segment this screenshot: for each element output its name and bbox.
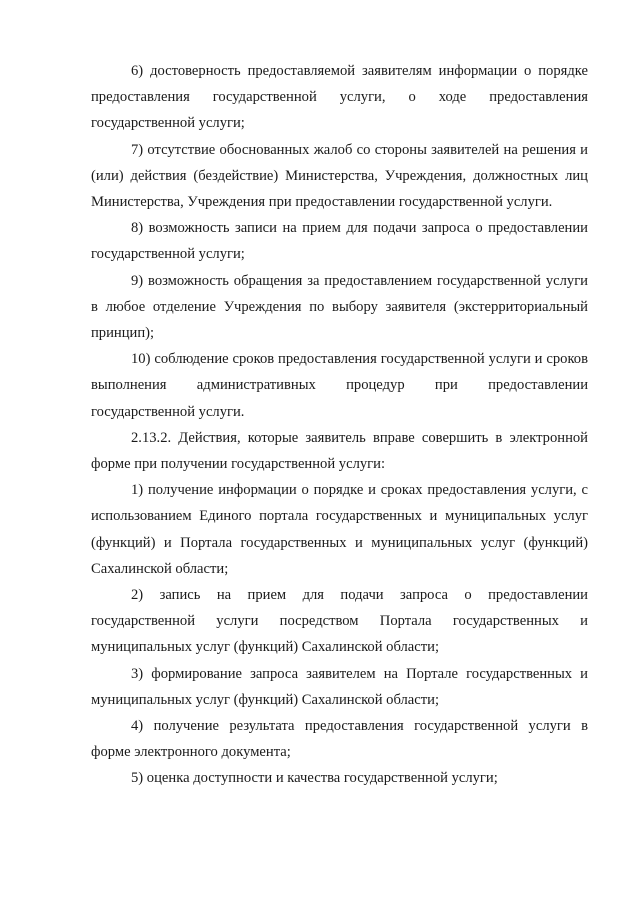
paragraph-item-6-reliability: 6) достоверность предоставляемой заявителям информации о порядке предоставления государственной услуги, о ходе предоставления государственной услуги;: [91, 63, 588, 132]
paragraph-action-3-request: 3) формирование запроса заявителем на Портале государственных и муниципальных услуг (функций) Сахалинской области;: [91, 665, 588, 708]
paragraph-section-2-13-2: 2.13.2. Действия, которые заявитель вправе совершить в электронной форме при получении государственной услуги:: [91, 429, 588, 473]
paragraph-item-10-deadlines: 10) соблюдение сроков предоставления государственной услуги и сроков выполнения административных процедур при предоставлении государственной услуги.: [91, 351, 588, 420]
paragraph-action-2-appointment: 2) запись на прием для подачи запроса о предоставлении государственной услуги посредством Портала государственных и муниципальных услуг (функций) Сахалинской области;: [91, 587, 588, 656]
paragraph-action-4-result: 4) получение результата предоставления государственной услуги в форме электронного документа;: [91, 718, 588, 761]
paragraph-item-8-appointment: 8) возможность записи на прием для подачи запроса о предоставлении государственной услуги;: [91, 220, 588, 263]
paragraph-item-9-extraterritorial: 9) возможность обращения за предоставлением государственной услуги в любое отделение Учреждения по выбору заявителя (экстерриториальный принцип);: [91, 272, 588, 342]
paragraph-action-1-information: 1) получение информации о порядке и сроках предоставления услуги, с использованием Единого портала государственных и муниципальных услуг (функций) и Портала государственных и муниципальных услуг (функций) Сахалинской области;: [91, 482, 588, 577]
paragraph-action-5-evaluation: 5) оценка доступности и качества государственной услуги;: [131, 770, 498, 787]
paragraph-item-7-no-complaints: 7) отсутствие обоснованных жалоб со стороны заявителей на решения и (или) действия (бездействие) Министерства, Учреждения, должностных лиц Министерства, Учреждения при предоставлении государственной услуги.: [91, 141, 588, 211]
document-body: [91, 58, 588, 792]
